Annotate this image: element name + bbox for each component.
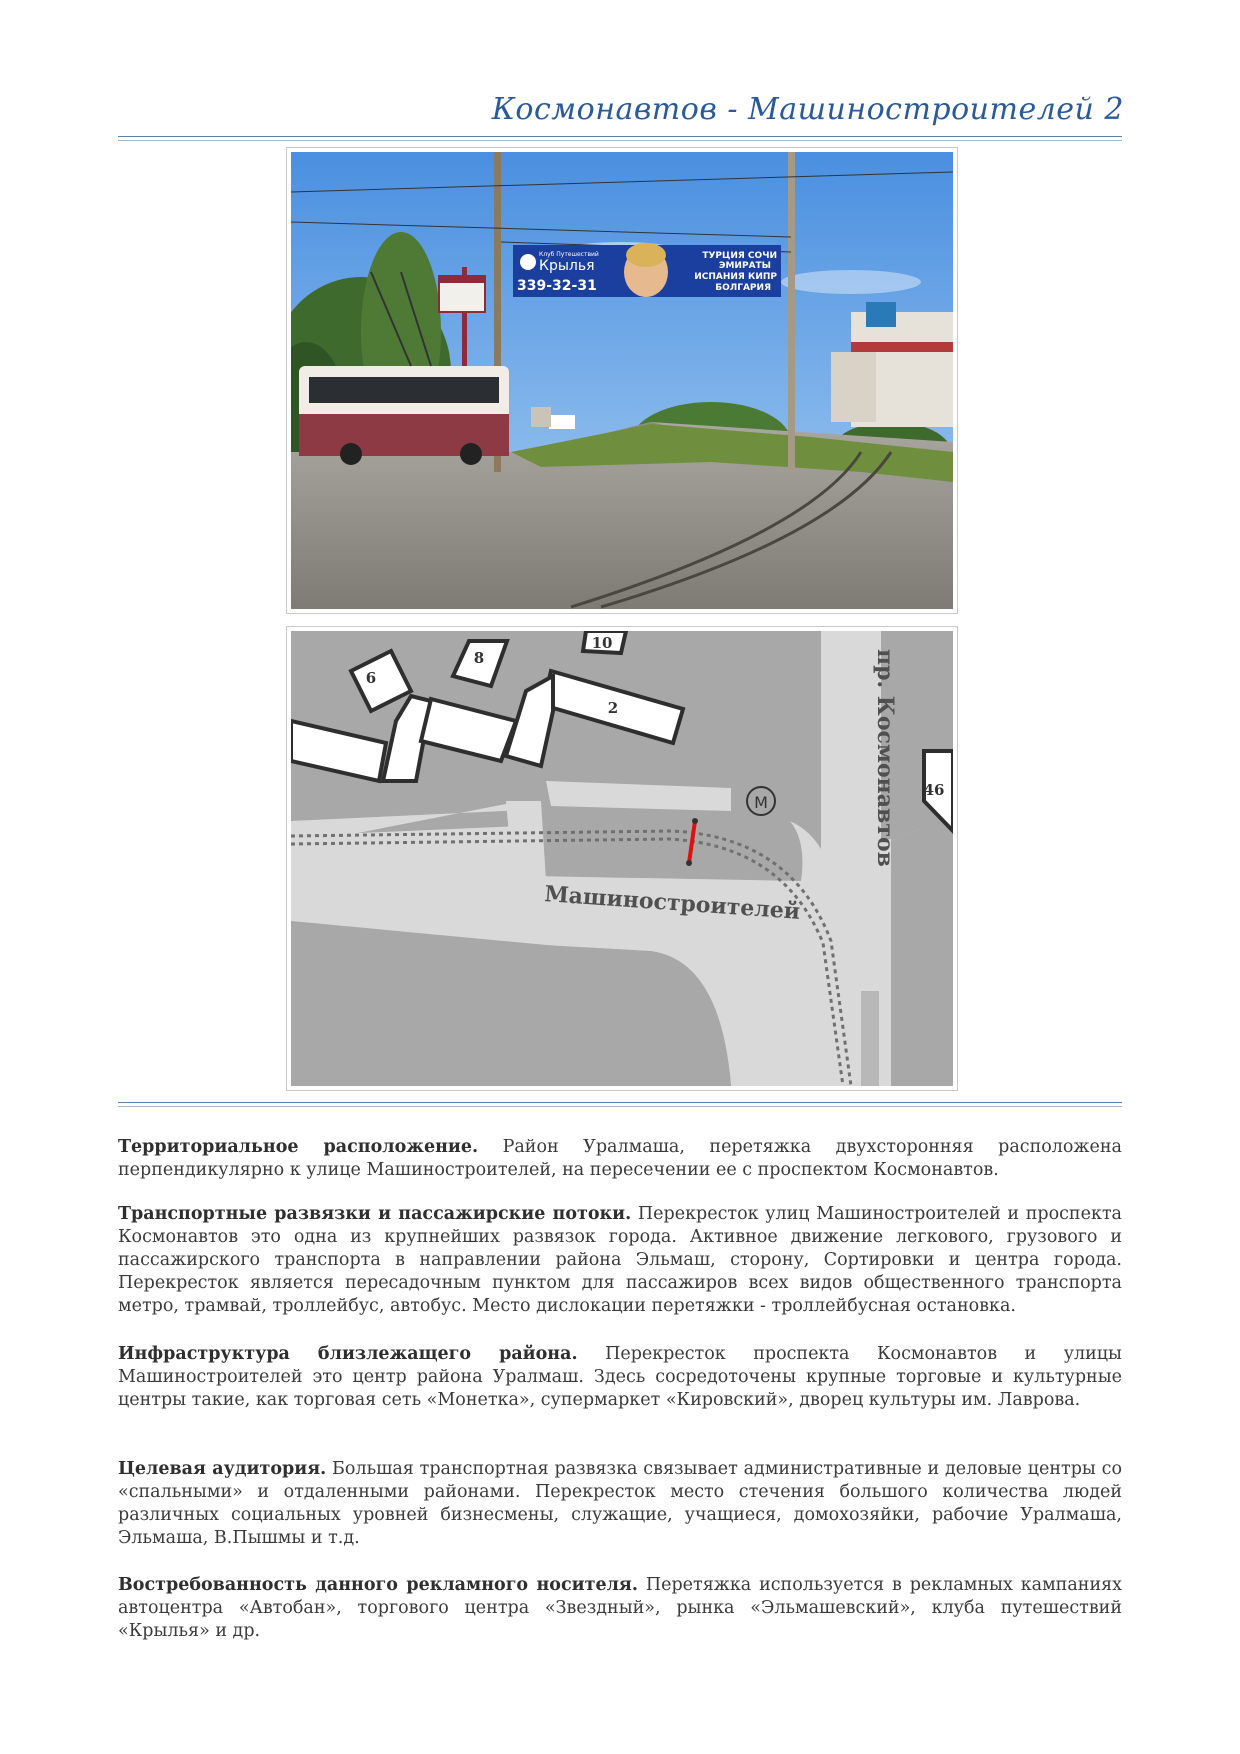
page-title: Космонавтов - Машиностроителей 2 [491, 92, 1124, 127]
billboard-line1: ТУРЦИЯ СОЧИ [702, 251, 777, 261]
paragraph-body: Перекресток проспекта Космонавтов и улицы Машиностроителей это центр района Уралмаш. Здесь сосредоточены крупные торговые и культурные центры такие, как торговая сеть «Монетка», супермаркет «Кировский», дворец культуры им. Лаврова. [118, 1344, 1122, 1410]
paragraph-audience [118, 1458, 1122, 1550]
billboard-phone: 339-32-31 [517, 278, 597, 294]
location-photo-frame [286, 147, 958, 614]
paragraph-location [118, 1136, 1122, 1182]
paragraph-demand [118, 1574, 1122, 1643]
location-photo [291, 152, 953, 609]
location-map-frame [286, 626, 958, 1091]
location-map [291, 631, 953, 1086]
billboard-line4: БОЛГАРИЯ [715, 283, 771, 293]
building-label: 10 [591, 634, 613, 652]
divider-rule [118, 1102, 1122, 1103]
street-label-machinostroiteley: Машиностроителей [543, 881, 801, 925]
paragraph-heading: Территориальное расположение. [118, 1137, 479, 1157]
building-label: 6 [365, 669, 377, 687]
billboard-brand-small: Клуб Путешествий [539, 251, 599, 258]
paragraph-transport [118, 1203, 1122, 1318]
divider-rule-thin [118, 1106, 1122, 1107]
paragraph-heading: Востребованность данного рекламного носителя. [118, 1575, 638, 1595]
paragraph-body: Перетяжка используется в рекламных кампаниях автоцентра «Автобан», торгового центра «Звездный», рынка «Эльмашевский», клуба путешествий «Крылья» и др. [118, 1575, 1123, 1641]
building-label: 8 [473, 649, 485, 667]
paragraph-body: Район Уралмаша, перетяжка двухсторонняя расположена перпендикулярно к улице Машиностроителей, на пересечении ее с проспектом Космонавтов. [118, 1137, 1122, 1180]
paragraph-infrastructure [118, 1343, 1122, 1412]
paragraph-heading: Инфраструктура близлежащего района. [118, 1344, 578, 1364]
paragraph-heading: Транспортные развязки и пассажирские потоки. [118, 1204, 632, 1224]
paragraph-body: Большая транспортная развязка связывает административные и деловые центры со «спальными» и отдаленными районами. Перекресток место стечения большого количества людей различных социальных уровней бизнесмены, служащие, учащиеся, домохозяйки, рабочие Уралмаша, Эльмаша, В.Пышмы и т.д. [118, 1459, 1122, 1548]
billboard-line2: ЭМИРАТЫ [718, 261, 771, 271]
street-label-kosmonavtov: пр. Космонавтов [872, 649, 898, 867]
building-label: 2 [607, 699, 619, 717]
header-rule [118, 136, 1122, 137]
header-rule-thin [118, 140, 1122, 141]
billboard-brand: Крылья [539, 258, 595, 274]
paragraph-body: Перекресток улиц Машиностроителей и проспекта Космонавтов это одна из крупнейших развязок города. Активное движение легкового, грузового и пассажирского транспорта в направлении района Эльмаш, сторону, Сортировки и центра города. Перекресток является пересадочным пунктом для пассажиров всех видов общественного транспорта метро, трамвай, троллейбус, автобус. Место дислокации перетяжки - троллейбусная остановка. [118, 1204, 1122, 1316]
paragraph-heading: Целевая аудитория. [118, 1459, 327, 1479]
building-label: 46 [923, 781, 945, 799]
billboard-line3: ИСПАНИЯ КИПР [694, 272, 777, 282]
metro-icon: М [754, 793, 768, 812]
